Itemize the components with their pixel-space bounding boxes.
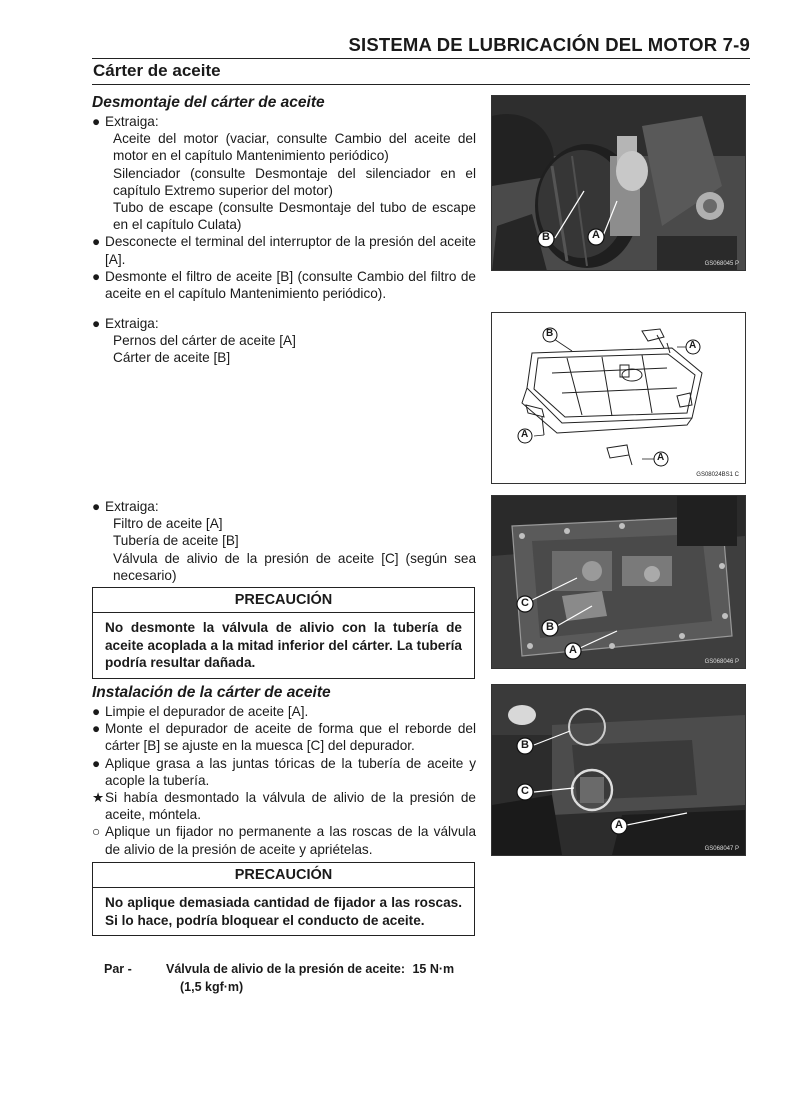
removal-step <box>92 268 476 302</box>
figure-crankcase-photo <box>491 495 746 669</box>
step-text: Aplique grasa a las juntas tóricas de la tubería de aceite y acople la tubería. <box>105 755 476 788</box>
removal-procedure <box>92 94 476 302</box>
step-mark: ● <box>92 721 101 737</box>
caution-box-install <box>92 862 475 936</box>
caution-text: No desmonte la válvula de alivio con la tubería de aceite acoplada a la mitad inferior del cárter. La tubería podría resultar dañada. <box>105 620 462 670</box>
removal-step-filter <box>92 498 476 584</box>
step-text: Limpie el depurador de aceite [A]. <box>105 704 309 719</box>
removal-heading: Desmontaje del cárter de aceite <box>92 94 325 111</box>
step-mark: ○ <box>92 824 101 840</box>
caution-text: No aplique demasiada cantidad de fijador a las roscas. Si lo hace, podría bloquear el conducto de aceite. <box>105 895 462 928</box>
callout-label: A <box>615 819 623 831</box>
torque-label: Par - <box>104 962 132 976</box>
removal-item: Pernos del cárter de aceite [A] <box>113 333 296 349</box>
figure-code: GS068046 P <box>704 659 739 665</box>
step-label: Extraiga: <box>105 499 159 514</box>
install-procedure <box>92 684 476 858</box>
install-heading: Instalación de la cárter de aceite <box>92 684 331 701</box>
figure-oil-pan-drawing <box>491 312 746 484</box>
install-step <box>92 703 476 720</box>
callout-label: B <box>521 739 529 751</box>
removal-item: Tubo de escape (consulte Desmontaje del tubo de escape en el capítulo Culata) <box>113 200 476 233</box>
removal-item: Cárter de aceite [B] <box>113 350 231 366</box>
callout-label: A <box>569 644 577 656</box>
removal-item: Válvula de alivio de la presión de aceite [C] (según sea necesario) <box>113 550 476 583</box>
removal-step-pan <box>92 315 476 367</box>
step-mark: ● <box>92 755 101 771</box>
callout-label: A <box>689 340 697 351</box>
torque-item: Válvula de alivio de la presión de aceite: <box>166 962 405 976</box>
torque-value: 15 N·m <box>412 962 455 976</box>
figure-code: GS068047 P <box>704 846 739 852</box>
callout-label: C <box>521 597 529 609</box>
callout-label: B <box>546 621 554 633</box>
header-divider <box>92 58 750 59</box>
step-text: Aplique un fijador no permanente a las roscas de la válvula de alivio de la presión de aceite y apriételas. <box>105 824 476 857</box>
figure-oil-screen-photo <box>491 684 746 856</box>
bullet-mark: ● <box>92 234 101 250</box>
caution-title: PRECAUCIÓN <box>93 863 474 888</box>
figure-code: GS068045 P <box>704 261 739 267</box>
figure-code: GS08024BS1 C <box>696 472 739 478</box>
step-text: Monte el depurador de aceite de forma que el reborde del cárter [B] se ajuste en la muesca [C] del depurador. <box>105 721 476 754</box>
section-divider <box>92 84 750 85</box>
install-step <box>92 720 476 754</box>
section-title: Cárter de aceite <box>93 61 221 80</box>
bullet-mark: ● <box>92 268 101 284</box>
removal-step <box>92 113 476 130</box>
bullet-mark: ● <box>92 499 101 514</box>
figure-oil-filter-photo <box>491 95 746 271</box>
torque-spec <box>104 960 484 996</box>
removal-step <box>92 498 476 515</box>
removal-item: Filtro de aceite [A] <box>113 516 223 532</box>
bullet-mark: ● <box>92 316 101 331</box>
callout-label: A <box>657 452 665 463</box>
callout-label: A <box>521 429 529 440</box>
callout-label: C <box>521 785 529 797</box>
callout-label: A <box>592 229 600 241</box>
step-label: Extraiga: <box>105 316 159 331</box>
step-text: Si había desmontado la válvula de alivio de la presión de aceite, móntela. <box>105 790 476 823</box>
caution-title: PRECAUCIÓN <box>93 588 474 613</box>
callout-label: B <box>542 231 550 243</box>
step-text: Desconecte el terminal del interruptor de la presión del aceite [A]. <box>105 234 476 267</box>
step-text: Desmonte el filtro de aceite [B] (consulte Cambio del filtro de aceite en el capítulo Mantenimiento periódico). <box>105 268 476 302</box>
page-header-title: SISTEMA DE LUBRICACIÓN DEL MOTOR 7-9 <box>348 34 750 55</box>
step-label: Extraiga: <box>105 114 159 129</box>
removal-step <box>92 315 476 332</box>
install-step <box>92 755 476 789</box>
step-mark: ● <box>92 704 101 719</box>
torque-value-alt: (1,5 kgf·m) <box>180 980 244 994</box>
removal-item: Tubería de aceite [B] <box>113 533 239 549</box>
install-step <box>92 789 476 823</box>
install-step <box>92 823 476 857</box>
step-mark: ★ <box>92 790 105 806</box>
removal-item: Silenciador (consulte Desmontaje del silenciador en el capítulo Extremo superior del motor) <box>113 165 476 198</box>
removal-step <box>92 233 476 267</box>
removal-item: Aceite del motor (vaciar, consulte Cambio del aceite del motor en el capítulo Mantenimiento periódico) <box>113 131 476 164</box>
callout-label: B <box>546 328 554 339</box>
bullet-mark: ● <box>92 114 101 129</box>
caution-box-removal <box>92 587 475 679</box>
